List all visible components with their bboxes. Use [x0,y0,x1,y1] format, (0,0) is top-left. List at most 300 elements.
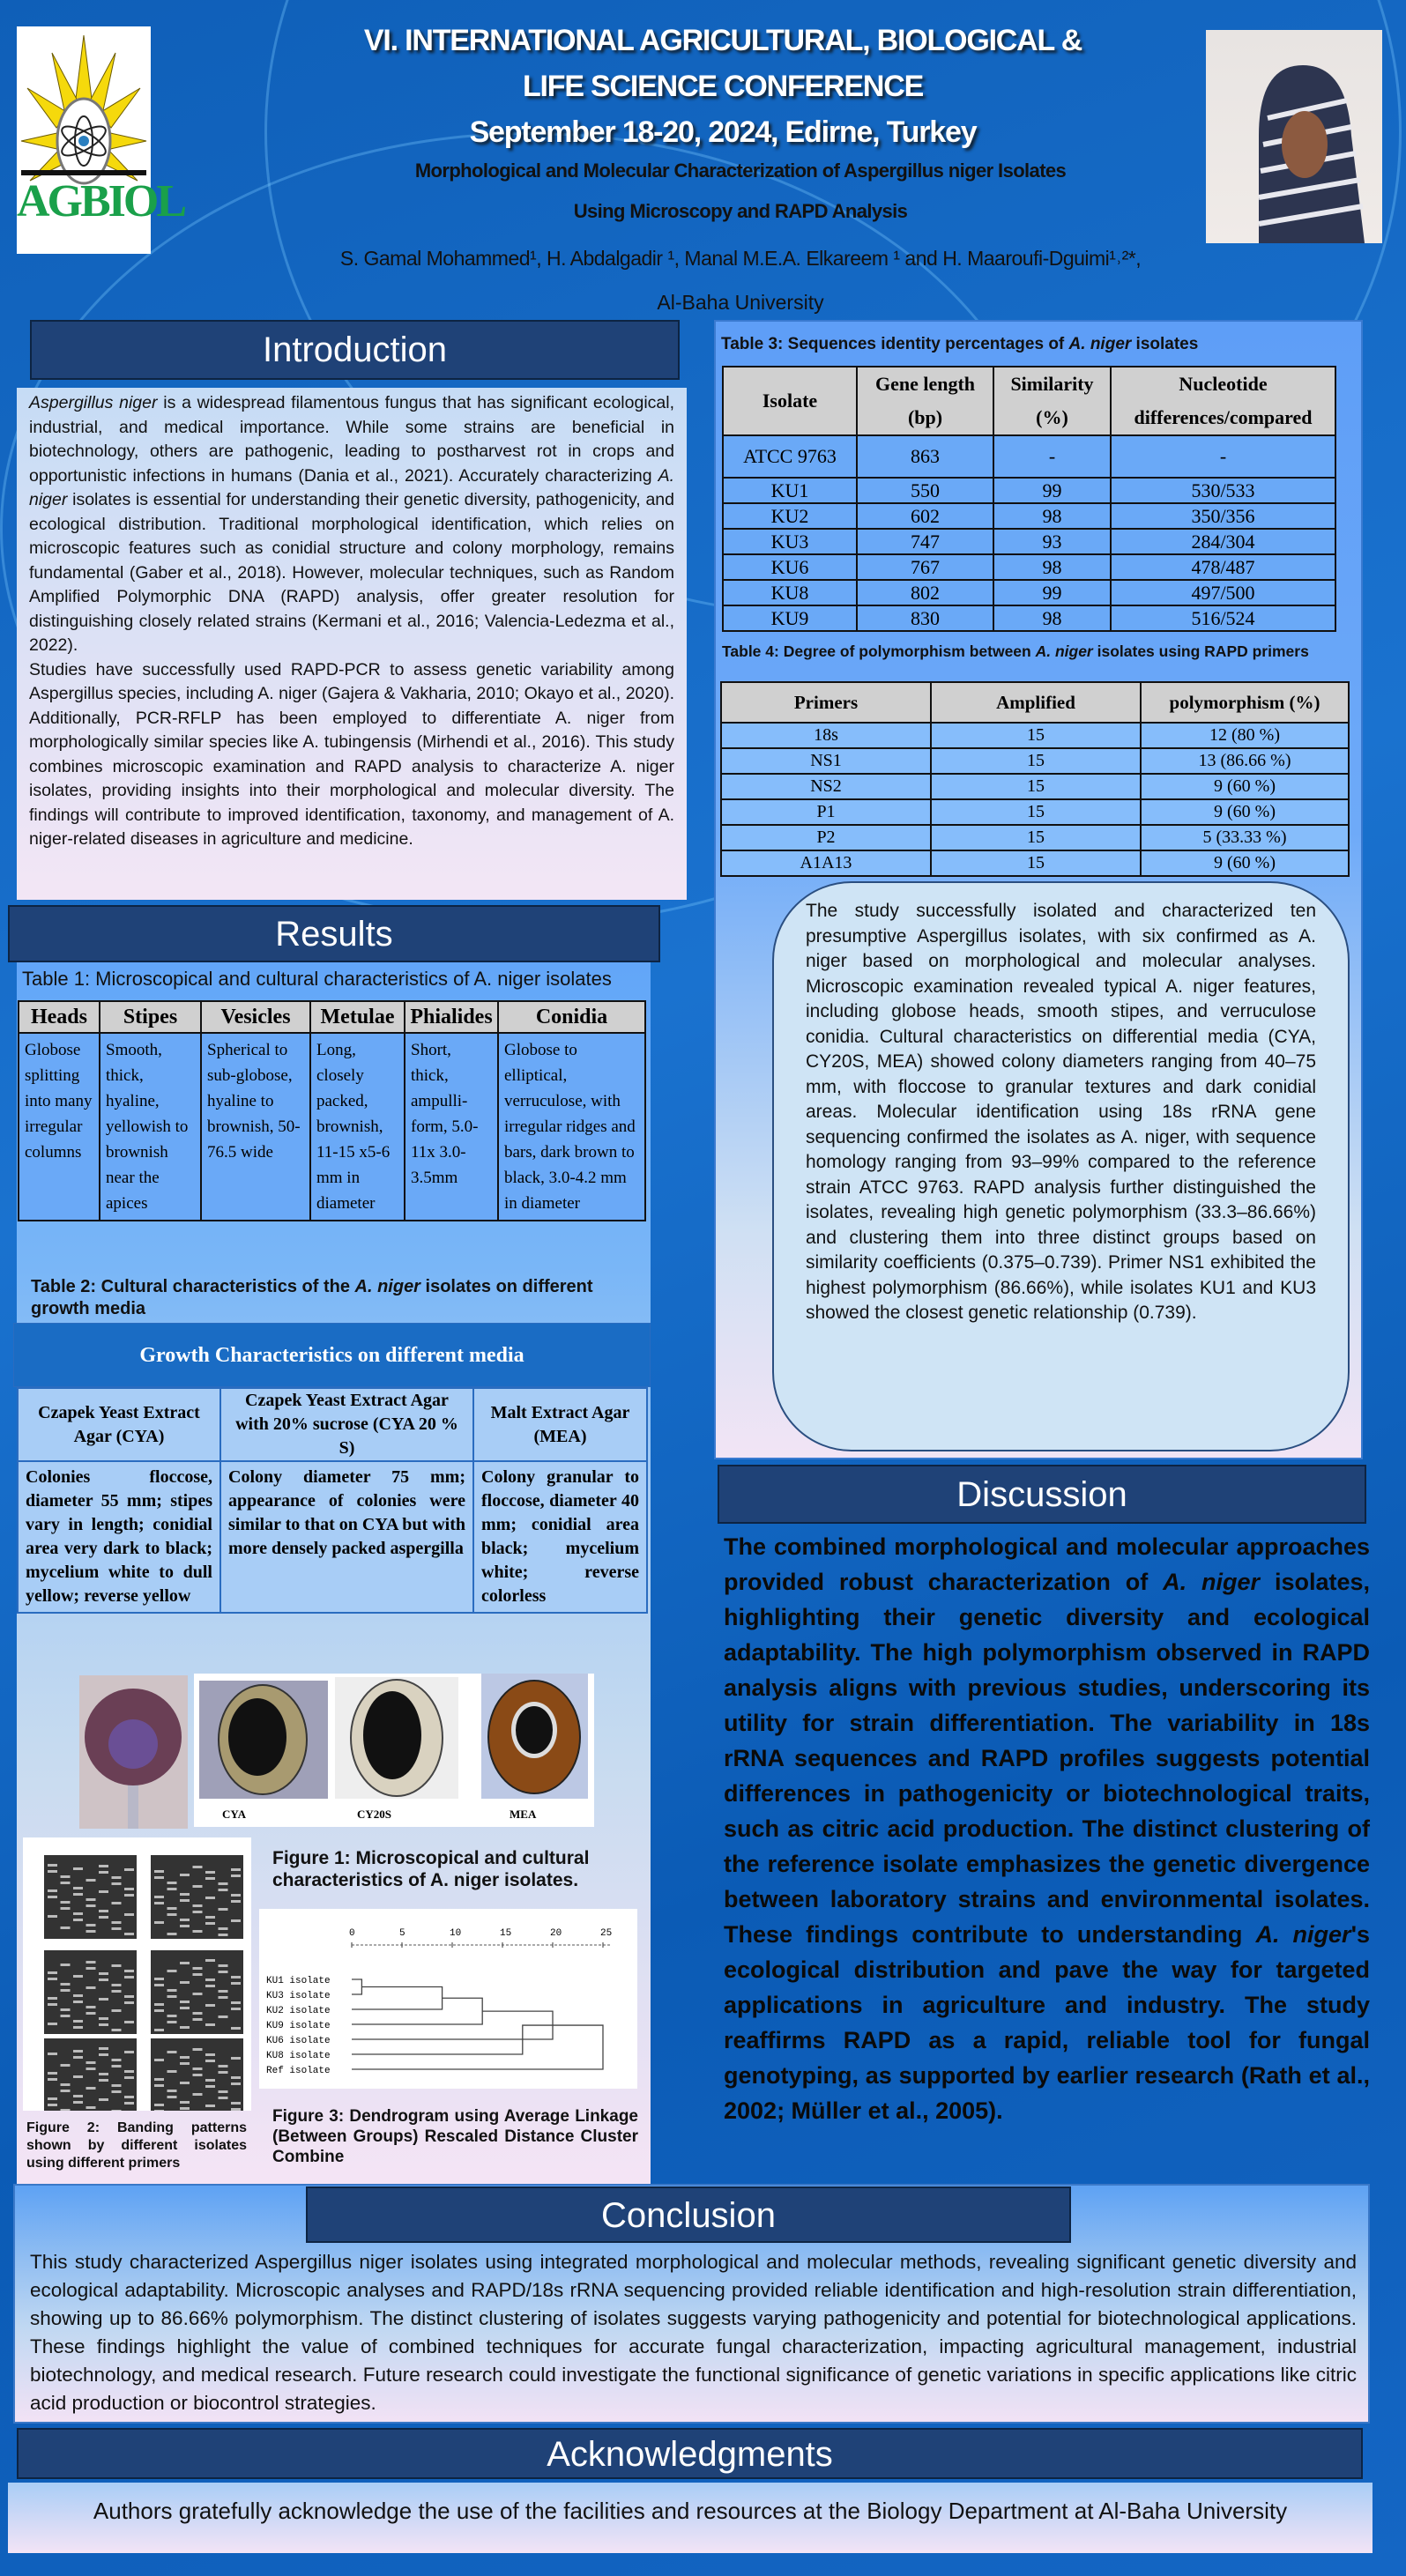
introduction-panel [17,388,687,900]
gel-band [231,1976,241,1978]
table1-cell: Short, thick, ampulli-form, 5.0-11x 3.0-3.5mm [405,1033,498,1221]
gel-band [231,2108,241,2111]
gel-band [231,2076,241,2079]
gel-band [73,2075,83,2078]
summary-text: The study successfully isolated and characterized ten presumptive Aspergillus isolates, with six confirmed as A. niger based on morphological and molecular analyses. Microscopic examination revealed typical A. niger features, including globose heads, smooth stipes, and verruculose conidia. Cultural characteristics on differential media (CYA, CY20S, MEA) showed colony diameters ranging from 40–75 mm, with floccose to granular textures and dark conidial areas. Molecular identification using 18s rRNA gene sequencing confirmed the isolates as A. niger, with sequence homology ranging from 93–99% compared to the reference strain ATCC 9763. RAPD analysis further distinguished the isolates, revealing high genetic polymorphism (33.3–86.66%) and clustering them into three distinct groups based on similarity coefficients (0.375–0.739). Primer NS1 exhibited the highest polymorphism (86.66%), while isolates KU1 and KU3 showed the closest genetic relationship (0.739). [806,901,1316,1323]
table3-cell: 284/304 [1111,529,1335,554]
table3-cell: 98 [993,554,1111,580]
conference-logo [17,26,185,254]
table3-cell: KU3 [723,529,857,554]
gel-band [61,2109,71,2111]
table3-header: Nucleotide differences/compared [1111,367,1335,435]
table4-row [721,748,1349,774]
gel-band [167,2070,177,2073]
gel-band [167,1913,177,1916]
table4-cell: 15 [931,774,1141,799]
gel-band [193,2048,203,2051]
paper-title-line-2: Using Microscopy and RAPD Analysis [573,200,908,222]
gel-band [180,1962,190,1964]
gel-band [193,1930,203,1933]
table4-cell: P1 [721,799,931,825]
gel-band [73,1994,83,1997]
gel-band [205,1871,215,1874]
gel-band [73,2001,83,2003]
gel-band [205,2079,215,2082]
gel-band [231,2102,241,2105]
conference-title-line-2: LIFE SCIENCE CONFERENCE [522,70,924,103]
gel-band [124,2096,134,2098]
gel-band [205,1985,215,1987]
gel-band [48,1915,57,1918]
gel-band [154,2003,164,2006]
gel-band [48,2053,57,2055]
table2-header: Malt Extract Agar (MEA) [473,1388,647,1461]
dendrogram-leaf-label: KU6 isolate [266,2036,331,2046]
table4-cell: 9 (60 %) [1141,774,1349,799]
dendrogram-link [352,1979,361,1994]
gel-band [124,2070,134,2073]
gel-band [154,2084,164,2087]
gel-band [112,2110,122,2111]
introduction-paragraph-1: Aspergillus niger is a widespread filamentous fungus that has significant ecological, industrial, and medical importance. While some strains are beneficial in biotechnology, others are pathogenic, leading to postharvest rot in crops and opportunistic infections in humans (Dania et al., 2021). Accurately characterizing A. niger isolates is essential for understanding their genetic diversity, pathogenicity, and ecological distribution. Traditional morphological identification, which relies on microscopic features such as conidial structure and colony morphology, remains fundamental (Gaber et al., 2018). However, molecular techniques, such as Random Amplified Polymorphic DNA (RAPD) analysis, offer greater resolution for distinguishing closely related strains (Kermani et al., 2016; Valencia-Ledezma et al., 2022). [29,393,675,655]
gel-band [86,1924,96,1926]
gel-band [154,2110,164,2111]
gel-band [154,1978,164,1980]
gel-band [193,2093,203,2096]
gel-band [99,1871,108,1874]
table4-header: polymorphism (%) [1141,682,1349,723]
table3-cell: 863 [857,435,993,478]
table3-cell: 747 [857,529,993,554]
gel-band [112,2090,122,2093]
table3-cell: 830 [857,605,993,631]
table1-caption: Table 1: Microscopical and cultural characteristics of A. niger isolates [22,968,612,990]
gel-band [112,1882,122,1885]
gel-band [231,1868,241,1871]
table2-cell: Colony granular to floccose, diameter 40 mm; conidial area black; mycelium white; reverse colorless [473,1461,647,1613]
gel-band [180,2056,190,2059]
table4-row [721,850,1349,876]
gel-band [180,1981,190,1984]
gel-band [231,2001,241,2004]
gel-band [193,1993,203,1995]
plate-label-cy20s: CY20S [357,1808,392,1821]
gel-band [154,1921,164,1924]
gel-band [99,1916,108,1919]
table1-header: Conidia [498,1001,645,1033]
gel-band [193,1911,203,1913]
gel-band [99,1890,108,1893]
gel-band [48,2078,57,2081]
gel-band [231,1982,241,1985]
gel-band [86,1986,96,1989]
table4-cell: NS1 [721,748,931,774]
gel-band [154,2059,164,2061]
gel-band [73,2050,83,2053]
dendrogram-tick-label: 20 [550,1928,562,1939]
gel-band [112,1927,122,1930]
discussion-panel [710,1527,1384,2179]
table3-cell: KU8 [723,580,857,605]
gel-band [205,1897,215,1899]
gel-band [73,2056,83,2059]
gel-band [167,2090,177,2092]
gel-band [231,1919,241,1922]
gel-band [219,1882,228,1885]
gel-band [61,1907,71,1910]
gel-band [124,2051,134,2053]
gel-band [219,1971,228,1973]
gel-band [48,2003,57,2006]
plate-label-cya: CYA [222,1808,246,1821]
gel-band [73,1887,83,1889]
gel-band [124,1913,134,1916]
conference-title-line-1: VI. INTERNATIONAL AGRICULTURAL, BIOLOGICAL & [363,24,1082,57]
table4-cell: 5 (33.33 %) [1141,825,1349,850]
table4-row [721,723,1349,748]
gel-band [219,2065,228,2067]
gel-band [167,2021,177,2023]
gel-band [154,2029,164,2031]
table1-cell: Globose splitting into many irregular columns [19,1033,100,1221]
gel-band [231,2027,241,2030]
dendrogram-tick-label: 15 [500,1928,512,1939]
gel-band [180,2026,190,2029]
table4-cell: 12 (80 %) [1141,723,1349,748]
gel-band [61,2090,71,2092]
gel-band [86,2012,96,2015]
gel-band [167,1995,177,1998]
gel-band [180,1925,190,1927]
gel-band [167,1970,177,1972]
authors: S. Gamal Mohammed¹, H. Abdalgadir ¹, Manal M.E.A. Elkareem ¹ and H. Maaroufi-Dguimi¹˒²*, [339,247,1142,270]
table4-cell: A1A13 [721,850,931,876]
table3-cell: 350/356 [1111,503,1335,529]
gel-band [219,2097,228,2099]
table4-cell: P2 [721,825,931,850]
gel-band [180,2001,190,2003]
gel-band [205,1916,215,1919]
gel-band [112,1984,122,1986]
gel-band [73,2020,83,2023]
gel-band [112,1990,122,1993]
table2-title: Growth Characteristics on different media [13,1323,651,1387]
gel-band [48,1889,57,1892]
gel-band [180,2082,190,2084]
gel-band [86,1879,96,1882]
table3-header: Similarity (%) [993,367,1111,435]
gel-band [86,1967,96,1970]
table2-cell: Colonies floccose, diameter 55 mm; stipes vary in length; conidial area very dark to black; mycelium white to dull yellow; reverse yellow [18,1461,220,1613]
gel-band [48,1864,57,1867]
gel-band [205,1978,215,1981]
table3-cell: 550 [857,478,993,503]
gel-band [86,1930,96,1933]
table4-cell: 15 [931,825,1141,850]
gel-band [124,1970,134,1972]
table4-cell: 15 [931,799,1141,825]
gel-band [180,1874,190,1876]
table3-cell: 99 [993,478,1111,503]
gel-band [112,1964,122,1967]
culture-plates-image [194,1674,594,1827]
table4-header: Primers [721,682,931,723]
table3-cell: KU2 [723,503,857,529]
gel-band [73,2095,83,2097]
table3-cell: 767 [857,554,993,580]
gel-band [99,2023,108,2026]
gel-band [61,2083,71,2086]
gel-band [193,1885,203,1888]
table3-cell: 99 [993,580,1111,605]
gel-band [112,2084,122,2087]
dendrogram-leaf-label: KU1 isolate [266,1976,331,1986]
gel-band [61,1901,71,1904]
gel-band [124,1868,134,1871]
table3-cell: KU9 [723,605,857,631]
gel-band [193,2018,203,2021]
gel-band [193,1866,203,1868]
gel-band [205,1877,215,1880]
table3-cell: - [1111,435,1335,478]
gel-band [154,1876,164,1879]
gel-band [73,1975,83,1978]
table1-header: Stipes [100,1001,201,1033]
gel-band [124,2102,134,2105]
table1-cell: Globose to elliptical, verruculose, with irregular ridges and bars, dark brown to black, 3.0-4.2 mm in diameter [498,1033,645,1221]
gel-band [231,1874,241,1877]
table4-cell: 9 (60 %) [1141,850,1349,876]
table3-row [723,529,1335,554]
gel-band [219,2071,228,2074]
table3-row [723,605,1335,631]
plate-label-mea: MEA [510,1808,537,1821]
table1-cell: Smooth, thick, hyaline, yellowish to brownish near the apices [100,1033,201,1221]
gel-band [73,2026,83,2029]
gel-band [48,1978,57,1980]
gel-band [154,2104,164,2106]
table3-cell: 93 [993,529,1111,554]
table3-cell: KU6 [723,554,857,580]
table1-cell: Long, closely packed, brownish, 11-15 x5-6 mm in diameter [310,1033,405,1221]
gel-band [73,1893,83,1896]
table3-cell: ATCC 9763 [723,435,857,478]
gel-band [124,2001,134,2004]
table4-cell: 18s [721,723,931,748]
dendrogram-link [352,2025,603,2069]
table1-header: Vesicles [201,1001,310,1033]
gel-band [154,2078,164,2081]
gel-band [167,1989,177,1992]
table3-cell: KU1 [723,478,857,503]
gel-band [73,2101,83,2104]
table3-row [723,554,1335,580]
table2-caption: Table 2: Cultural characteristics of the A. niger isolates on different growth media [31,1277,593,1318]
table1-header: Metulae [310,1001,405,1033]
table4-cell: 15 [931,850,1141,876]
gel-band [167,1888,177,1890]
gel-band [193,1904,203,1907]
table3-row [723,503,1335,529]
discussion-text: The combined morphological and molecular approaches provided robust characterization of A. niger isolates, highlighting their genetic diversity and ecological adaptability. The high polymorphism observed in RAPD analysis aligns with previous studies, underscoring its utility for strain differentiation. The variability in 18s rRNA sequences and RAPD profiles suggests potential differences in pathogenicity or biotechnological traits, such as citric acid production. The distinct clustering of the reference isolate emphasizes the genetic divergence between laboratory strains and environmental isolates. These findings contribute to understanding A. niger's ecological distribution and pave the way for targeted applications in agriculture and industry. The study reaffirms RAPD as a rapid, reliable tool for fungal genotyping, as supported by earlier research (Rath et al., 2002; Müller et al., 2005). [724,1533,1370,2124]
gel-band [48,2097,57,2100]
table3-row [723,435,1335,478]
gel-band [167,2096,177,2098]
table4-row [721,774,1349,799]
gel-band [99,1972,108,1975]
dendrogram-leaf-label: KU8 isolate [266,2051,331,2061]
gel-band [219,1889,228,1891]
gel-band [205,2023,215,2026]
gel-band [219,1908,228,1911]
gel-panel [44,2038,137,2111]
gel-band [48,1870,57,1873]
gel-panel [151,1950,243,2034]
gel-band [86,2006,96,2008]
gel-band [48,1971,57,1974]
gel-band [99,2079,108,2082]
table3-cell: - [993,435,1111,478]
gel-band [124,2021,134,2023]
gel-band [124,2076,134,2079]
table1-header: Phialides [405,1001,498,1033]
gel-band [99,1998,108,2001]
gel-band [124,1894,134,1897]
gel-band [48,2023,57,2025]
gel-band [205,2053,215,2056]
table2-growth-media [17,1387,648,1614]
gel-band [167,1907,177,1910]
dendrogram-tick-label: 0 [349,1928,355,1939]
table4-cell: 15 [931,748,1141,774]
gel-band [219,1996,228,1999]
dendrogram-leaf-label: KU3 isolate [266,1991,331,2001]
gel-band [205,2085,215,2088]
gel-band [180,2107,190,2110]
gel-band [112,1902,122,1904]
table3-cell: 98 [993,503,1111,529]
gel-band [167,1882,177,1884]
gel-band [124,1888,134,1890]
gel-band [193,1973,203,1976]
table3-header: Isolate [723,367,857,435]
table3-cell: 802 [857,580,993,605]
gel-band [86,2067,96,2070]
gel-band [86,2087,96,2090]
gel-band [180,2101,190,2104]
author-photo [1206,30,1382,243]
table4-row [721,825,1349,850]
gel-band [193,1967,203,1970]
conclusion-heading: Conclusion [306,2186,1071,2243]
table1-cell: Spherical to sub-globose, hyaline to brownish, 50-76.5 wide [201,1033,310,1221]
gel-band [99,2053,108,2056]
gel-band [99,1865,108,1867]
results-heading: Results [8,905,660,962]
figure1-caption: Figure 1: Microscopical and cultural characteristics of A. niger isolates. [272,1848,590,1890]
gel-band [193,2067,203,2070]
table3-cell: 516/524 [1111,605,1335,631]
gel-band [205,2060,215,2062]
introduction-paragraph-2: Studies have successfully used RAPD-PCR to assess genetic variability among Aspergillus species, including A. niger (Gajera & Vakharia, 2010; Okayo et al., 2020). Additionally, PCR-RFLP has been employed to differentiate A. niger from morphologically similar species like A. tubingensis (Mirhendi et al., 2016). This study combines microscopic examination and RAPD analysis to characterize A. niger isolates, providing insights into their morphological and molecular diversity. The findings will contribute to improved identification, taxonomy, and management of A. niger-related diseases in agriculture and medicine. [29,659,674,849]
gel-band [167,1933,177,1935]
table4-row [721,799,1349,825]
table3-sequence-identity [722,366,1336,632]
introduction-heading: Introduction [30,320,680,380]
gel-band [99,2017,108,2020]
table2-cell: Colony diameter 75 mm; appearance of colonies were similar to that on CYA but with more densely packed aspergilla [220,1461,473,1613]
table3-row [723,580,1335,605]
table4-cell: NS2 [721,774,931,799]
dendrogram-tick-label: 10 [450,1928,462,1939]
gel-band [86,1898,96,1901]
gel-band [219,2016,228,2018]
gel-band [61,2064,71,2067]
table1-microscopic [18,1000,646,1221]
gel-band [86,2106,96,2109]
gel-band [180,1919,190,1921]
gel-band [180,1899,190,1902]
figure3-caption: Figure 3: Dendrogram using Average Linkage (Between Groups) Rescaled Distance Cluster Combine [272,2107,638,2166]
gel-band [48,1896,57,1898]
gel-band [193,2012,203,2015]
gel-band [219,1934,228,1936]
gel-band [86,2061,96,2064]
gel-band [167,2015,177,2017]
table3-row [723,478,1335,503]
affiliation: Al-Baha University [657,291,824,314]
conclusion-text: This study characterized Aspergillus niger isolates using integrated morphological and molecular methods, revealing significant genetic diversity and ecological adaptability. Microscopic analyses and RAPD/18s rRNA sequencing provided reliable identification and high-resolution strain differentiation, showing up to 86.66% polymorphism. The distinct clustering of isolates suggests varying pathogenicity and potential for biotechnological applications. These findings highlight the value of combined techniques for accurate fungal characterization, impacting agricultural management, industrial biotechnology, and medical research. Future research could investigate the functional significance of genetic variations in specific applications like citric acid production or biocontrol strategies. [30,2251,1357,2414]
table4-polymorphism [720,681,1350,877]
gel-band [167,2051,177,2053]
table4-header: Amplified [931,682,1141,723]
gel-band [99,1978,108,1981]
gel-band [154,1984,164,1986]
gel-band [180,1893,190,1896]
gel-band [99,2047,108,2050]
gel-band [99,2098,108,2101]
gel-band [205,2004,215,2007]
table3-cell: 478/487 [1111,554,1335,580]
dendrogram-link [352,1987,443,2010]
table3-header: Gene length (bp) [857,367,993,435]
dendrogram-leaf-label: KU2 isolate [266,2006,331,2016]
table3-cell: 530/533 [1111,478,1335,503]
gel-band [219,1964,228,1967]
table3-cell: 602 [857,503,993,529]
gel-band [231,2008,241,2010]
gel-band [61,1964,71,1966]
gel-band [112,2009,122,2012]
gel-band [231,1900,241,1903]
gel-band [48,2104,57,2106]
gel-band [180,2007,190,2009]
gel-band [48,2072,57,2075]
gel-band [86,1961,96,1964]
gel-band [112,1921,122,1924]
gel-band [124,1976,134,1978]
gel-band [112,2059,122,2061]
gel-band [61,1989,71,1992]
table2-header: Czapek Yeast Extract Agar (CYA) [18,1388,220,1461]
gel-band [205,1922,215,1925]
table3-cell: 497/500 [1111,580,1335,605]
gel-band [205,2105,215,2107]
gel-band [112,1876,122,1879]
gel-band [99,1910,108,1912]
gel-band [112,2065,122,2067]
dendrogram-tick-label: 25 [600,1928,613,1939]
